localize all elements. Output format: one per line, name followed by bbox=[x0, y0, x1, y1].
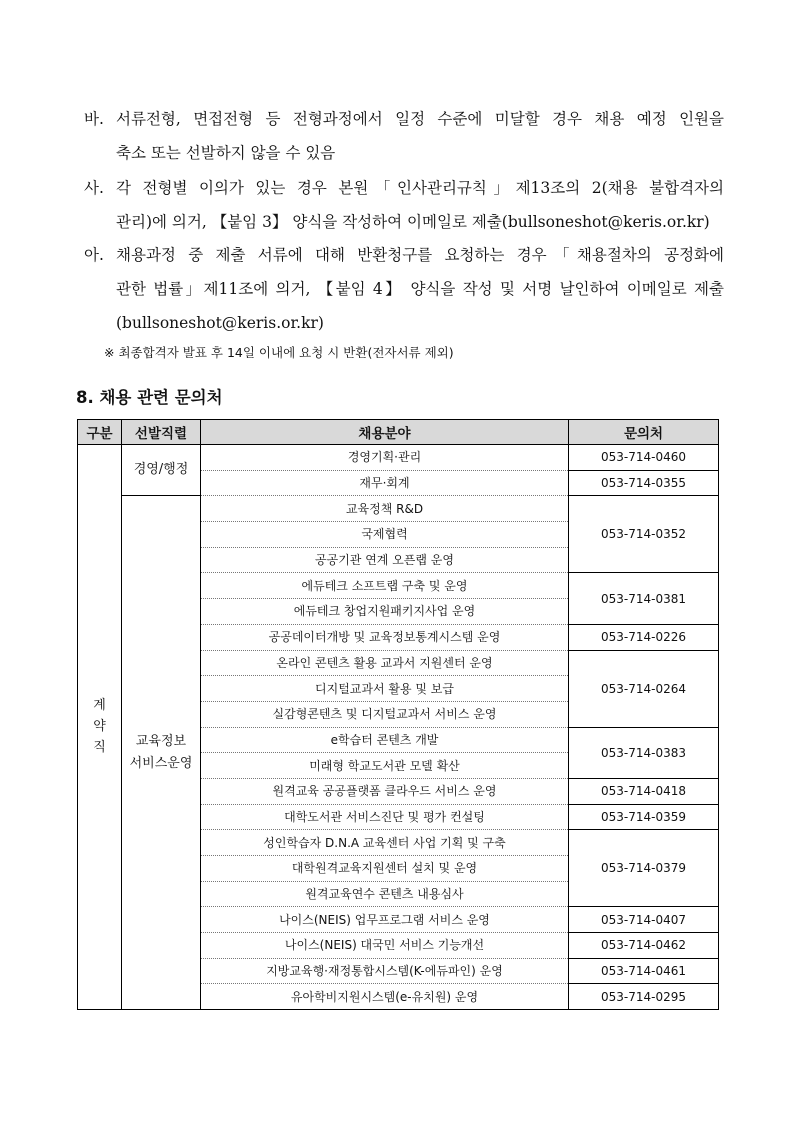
phone-cell: 053-714-0352 bbox=[569, 496, 719, 573]
phone-cell: 053-714-0381 bbox=[569, 573, 719, 624]
field-cell: 지방교육행·재정통합시스템(K-에듀파인) 운영 bbox=[201, 958, 569, 984]
contact-table bbox=[77, 419, 719, 1010]
item-line: 서류전형, 면접전형 등 전형과정에서 일정 수준에 미달할 경우 채용 예정 인원을 bbox=[116, 110, 724, 128]
phone-cell: 053-714-0407 bbox=[569, 907, 719, 933]
header-field: 채용분야 bbox=[201, 420, 569, 445]
section-title: 8. 채용 관련 문의처 bbox=[76, 388, 223, 407]
field-cell: 성인학습자 D.N.A 교육센터 사업 기획 및 구축 bbox=[201, 830, 569, 856]
item-line: 채용과정 중 제출 서류에 대해 반환청구를 요청하는 경우「채용절차의 공정화에 bbox=[116, 246, 724, 264]
phone-cell: 053-714-0462 bbox=[569, 933, 719, 959]
phone-cell: 053-714-0460 bbox=[569, 445, 719, 471]
field-cell: 나이스(NEIS) 업무프로그램 서비스 운영 bbox=[201, 907, 569, 933]
field-cell: 실감형콘텐츠 및 디지털교과서 서비스 운영 bbox=[201, 701, 569, 727]
field-cell: 대학원격교육지원센터 설치 및 운영 bbox=[201, 856, 569, 882]
field-cell: 대학도서관 서비스진단 및 평가 컨설팅 bbox=[201, 804, 569, 830]
phone-cell: 053-714-0359 bbox=[569, 804, 719, 830]
header-category: 구분 bbox=[78, 420, 122, 445]
field-cell: 원격교육연수 콘텐츠 내용심사 bbox=[201, 881, 569, 907]
track-cell: 경영/행정 bbox=[122, 445, 201, 496]
item-line: 관한 법률」제11조에 의거, 【붙임 4】 양식을 작성 및 서명 날인하여 이메일로 제출 bbox=[116, 280, 724, 298]
phone-cell: 053-714-0461 bbox=[569, 958, 719, 984]
field-cell: 공공데이터개방 및 교육정보통계시스템 운영 bbox=[201, 624, 569, 650]
header-track: 선발직렬 bbox=[122, 420, 201, 445]
field-cell: 디지털교과서 활용 및 보급 bbox=[201, 676, 569, 702]
field-cell: 에듀테크 창업지원패키지사업 운영 bbox=[201, 599, 569, 625]
table-row bbox=[78, 496, 719, 522]
field-cell: e학습터 콘텐츠 개발 bbox=[201, 727, 569, 753]
field-cell: 공공기관 연계 오픈랩 운영 bbox=[201, 547, 569, 573]
field-cell: 나이스(NEIS) 대국민 서비스 기능개선 bbox=[201, 933, 569, 959]
table-header-row bbox=[78, 420, 719, 445]
phone-cell: 053-714-0383 bbox=[569, 727, 719, 778]
item-line: 관리)에 의거, 【붙임 3】 양식을 작성하여 이메일로 제출(bullsoneshot@keris.or.kr) bbox=[116, 213, 710, 231]
field-cell: 유아학비지원시스템(e-유치원) 운영 bbox=[201, 984, 569, 1010]
return-note: ※ 최종합격자 발표 후 14일 이내에 요청 시 반환(전자서류 제외) bbox=[104, 345, 454, 360]
item-marker: 사. bbox=[84, 179, 104, 197]
item-line: 축소 또는 선발하지 않을 수 있음 bbox=[116, 144, 336, 162]
field-cell: 재무·회계 bbox=[201, 470, 569, 496]
field-cell: 교육정책 R&D bbox=[201, 496, 569, 522]
item-line: 각 전형별 이의가 있는 경우 본원「인사관리규칙」제13조의 2(채용 불합격자의 bbox=[116, 179, 724, 197]
item-marker: 바. bbox=[84, 110, 104, 128]
field-cell: 원격교육 공공플랫폼 클라우드 서비스 운영 bbox=[201, 778, 569, 804]
item-ba bbox=[84, 102, 724, 170]
category-cell bbox=[78, 445, 122, 1010]
field-cell: 온라인 콘텐츠 활용 교과서 지원센터 운영 bbox=[201, 650, 569, 676]
item-sa bbox=[84, 171, 724, 239]
phone-cell: 053-714-0379 bbox=[569, 830, 719, 907]
phone-cell: 053-714-0418 bbox=[569, 778, 719, 804]
phone-cell: 053-714-0226 bbox=[569, 624, 719, 650]
field-cell: 에듀테크 소프트랩 구축 및 운영 bbox=[201, 573, 569, 599]
header-contact: 문의처 bbox=[569, 420, 719, 445]
track-cell: 교육정보 서비스운영 bbox=[122, 496, 201, 1010]
field-cell: 경영기획·관리 bbox=[201, 445, 569, 471]
table-row bbox=[78, 445, 719, 471]
item-marker: 아. bbox=[84, 246, 104, 264]
phone-cell: 053-714-0355 bbox=[569, 470, 719, 496]
phone-cell: 053-714-0295 bbox=[569, 984, 719, 1010]
field-cell: 국제협력 bbox=[201, 522, 569, 548]
item-line: (bullsoneshot@keris.or.kr) bbox=[116, 314, 324, 332]
phone-cell: 053-714-0264 bbox=[569, 650, 719, 727]
item-a bbox=[84, 238, 724, 340]
category-label: 계약직 bbox=[93, 698, 106, 756]
field-cell: 미래형 학교도서관 모델 확산 bbox=[201, 753, 569, 779]
